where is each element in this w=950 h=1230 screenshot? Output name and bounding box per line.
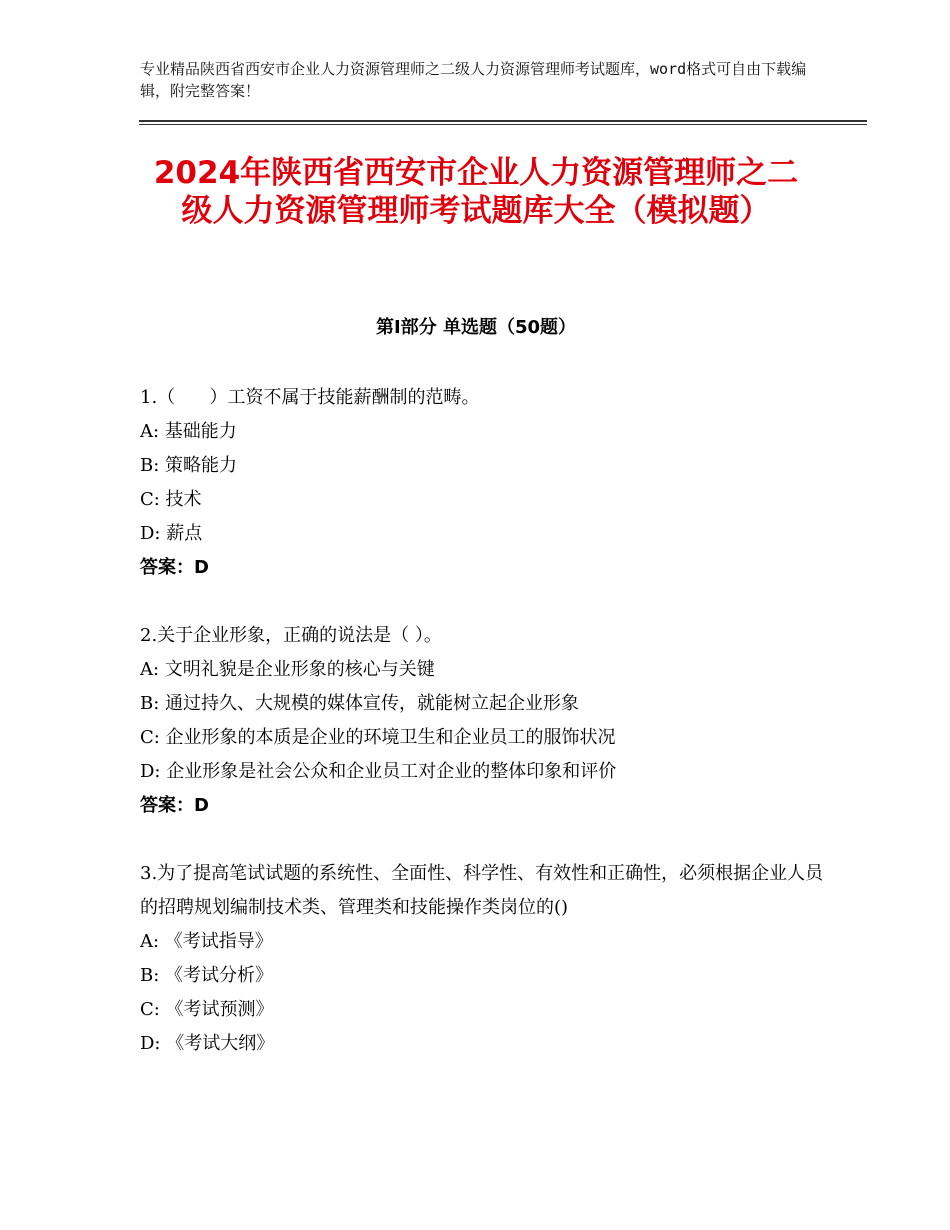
answer-label: 答案：D	[140, 795, 209, 816]
option-b: B: 策略能力	[140, 455, 238, 476]
option-b: B: 《考试分析》	[140, 965, 274, 986]
header-note: 专业精品陕西省西安市企业人力资源管理师之二级人力资源管理师考试题库，word格式可自由下载编辑，附完整答案！	[140, 60, 807, 100]
option-d: D: 薪点	[140, 523, 203, 544]
option-b: B: 通过持久、大规模的媒体宣传，就能树立起企业形象	[140, 693, 580, 714]
option-a: A: 《考试指导》	[140, 931, 273, 952]
document-title: 2024年陕西省西安市企业人力资源管理师之二级人力资源管理师考试题库大全（模拟题）	[153, 155, 799, 229]
question-2	[140, 619, 830, 823]
header-divider-thin	[139, 124, 867, 125]
answer-label: 答案：D	[140, 557, 209, 578]
question-list	[140, 381, 830, 1095]
question-stem: 1.（ ）工资不属于技能薪酬制的范畴。	[140, 387, 480, 408]
option-d: D: 企业形象是社会公众和企业员工对企业的整体印象和评价	[140, 761, 617, 782]
section-heading: 第Ⅰ部分 单选题（50题）	[375, 317, 576, 338]
header-divider	[139, 120, 867, 122]
option-a: A: 文明礼貌是企业形象的核心与关键	[140, 659, 435, 680]
option-c: C: 企业形象的本质是企业的环境卫生和企业员工的服饰状况	[140, 727, 616, 748]
question-3	[140, 857, 830, 1061]
question-stem: 2.关于企业形象，正确的说法是（ ）。	[140, 625, 442, 646]
option-a: A: 基础能力	[140, 421, 237, 442]
question-stem: 3.为了提高笔试试题的系统性、全面性、科学性、有效性和正确性，必须根据企业人员的招聘规划编制技术类、管理类和技能操作类岗位的()	[140, 863, 824, 918]
option-c: C: 技术	[140, 489, 202, 510]
option-c: C: 《考试预测》	[140, 999, 274, 1020]
question-1	[140, 381, 830, 585]
option-d: D: 《考试大纲》	[140, 1033, 275, 1054]
